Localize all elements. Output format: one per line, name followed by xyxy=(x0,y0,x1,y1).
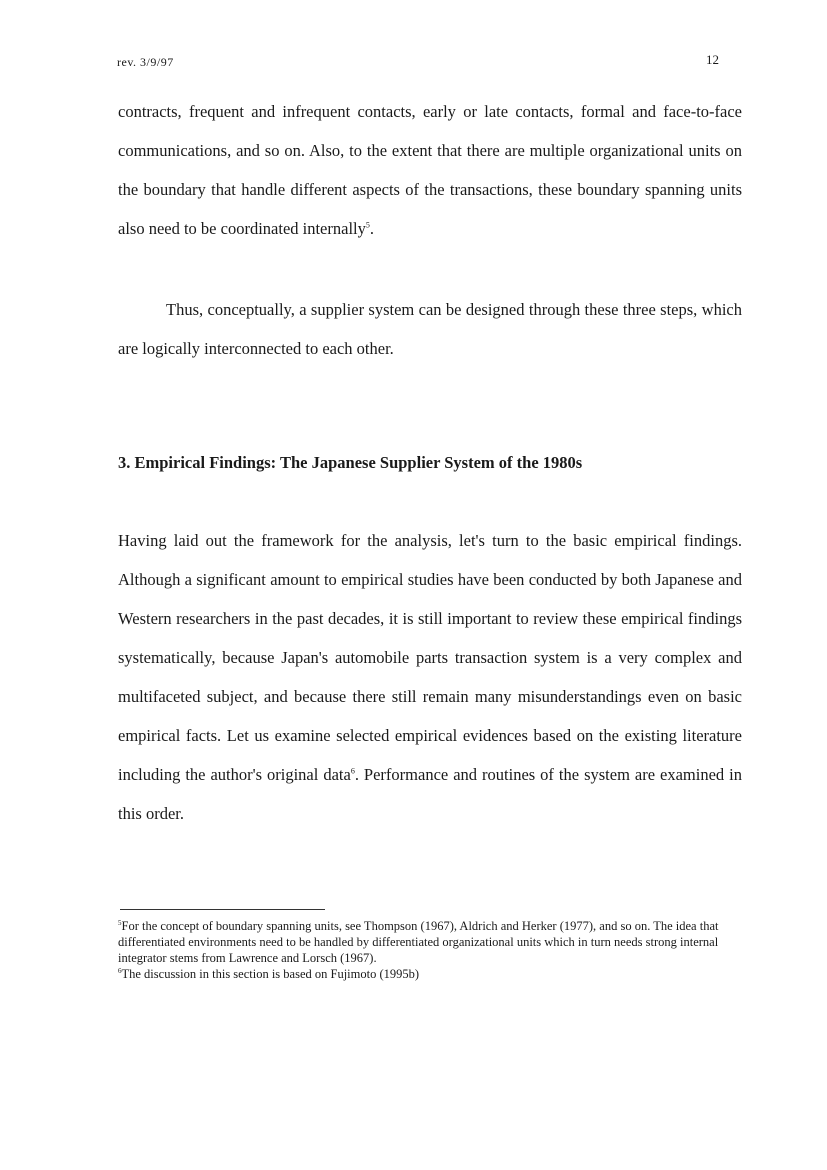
footnote-divider xyxy=(120,909,325,910)
paragraph-boundary-coordination xyxy=(118,92,742,248)
paragraph-tail: . xyxy=(369,219,374,238)
footnote-5 xyxy=(118,918,742,966)
footnote-text: For the concept of boundary spanning units, see Thompson (1967), Aldrich and Herker (1977), and so on. The idea that differentiated environments need to be handled by differentiated organizational units which in turn needs strong internal integrator stems from Lawrence and Lorsch (1967). xyxy=(118,919,719,965)
footnote-ref-5: 5 xyxy=(365,220,370,230)
section-heading: 3. Empirical Findings: The Japanese Supplier System of the 1980s xyxy=(118,453,583,472)
footnotes xyxy=(118,918,742,982)
paragraph-text: Thus, conceptually, a supplier system can be designed through these three steps, which are logically interconnected to each other. xyxy=(118,300,742,358)
revision-date: rev. 3/9/97 xyxy=(117,55,174,69)
paragraph-text-after: . Performance and routines of the system are examined in this order. xyxy=(118,765,742,823)
paragraph-text: Having laid out the framework for the analysis, let's turn to the basic empirical findings. Although a significant amount to empirical studies have been conducted by both Japanese and Western researchers in the past decades, it is still important to review these empirical findings systematically, because Japan's automobile parts transaction system is a very complex and multifaceted subject, and because there still remain many misunderstandings even on basic empirical facts. Let us examine selected empirical evidences based on the existing literature including the author's original data xyxy=(118,531,742,784)
paragraph-text: contracts, frequent and infrequent contacts, early or late contacts, formal and face-to-face communications, and so on. Also, to the extent that there are multiple organizational units on the boundary that handle different aspects of the transactions, these boundary spanning units also need to be coordinated internally xyxy=(118,102,742,238)
footnote-number: 6 xyxy=(118,966,122,975)
paragraph-empirical-findings xyxy=(118,521,742,833)
footnote-text: The discussion in this section is based on Fujimoto (1995b) xyxy=(121,967,420,981)
footnote-ref-6: 6 xyxy=(350,766,355,776)
paragraph-conceptual-design xyxy=(118,290,742,368)
page-number: 12 xyxy=(706,52,719,67)
footnote-6 xyxy=(118,966,742,982)
footnote-number: 5 xyxy=(118,918,122,927)
